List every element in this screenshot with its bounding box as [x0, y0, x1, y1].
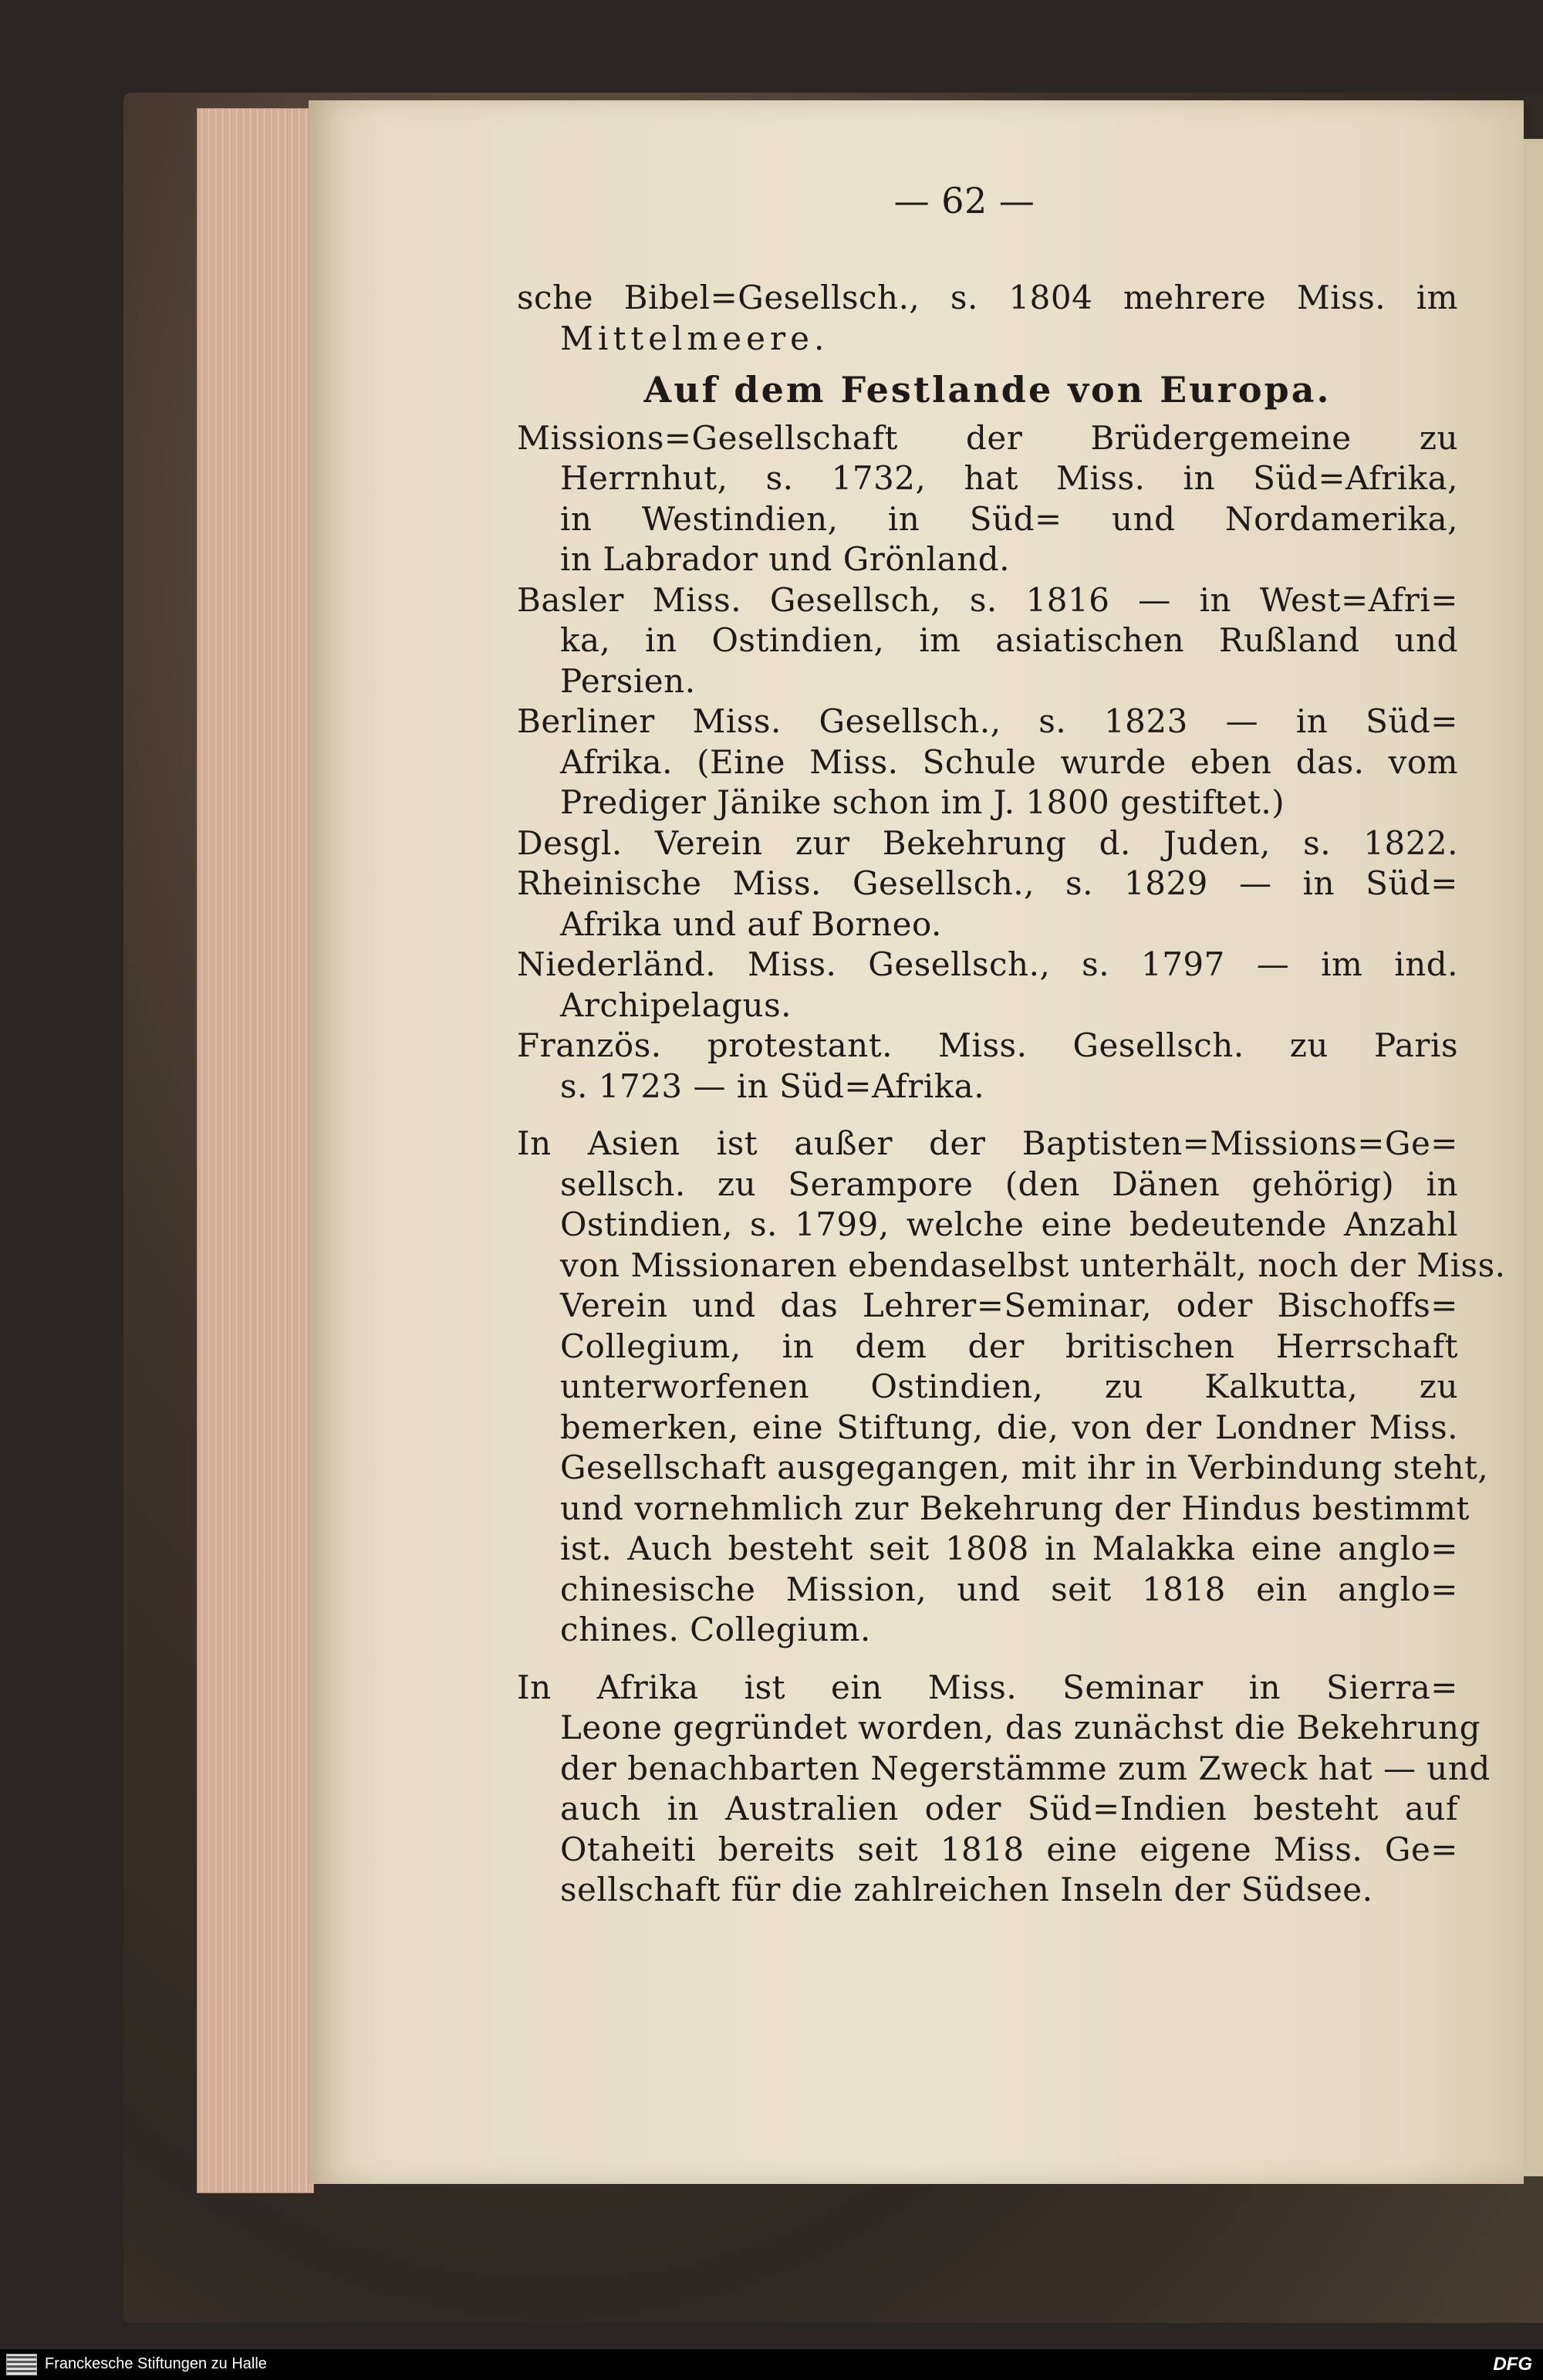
text-line: Rheinische Miss. Gesellsch., s. 1829 — in Süd= — [517, 864, 1458, 902]
text-line: Otaheiti bereits seit 1818 eine eigene Miss. Ge= — [560, 1830, 1458, 1868]
footer-bar — [0, 2349, 1543, 2380]
text-line: Persien. — [560, 661, 696, 700]
paragraph-gap — [517, 1107, 1458, 1124]
page-stack-edge — [197, 108, 314, 2193]
text-line: Verein und das Lehrer=Seminar, oder Bischoffs= — [560, 1286, 1458, 1324]
page-number: — 62 — — [893, 180, 1035, 221]
text-line: auch in Australien oder Süd=Indien besteht auf — [560, 1790, 1458, 1827]
dfg-logo: DFG — [1493, 2354, 1532, 2375]
paragraph-gap — [517, 1651, 1458, 1668]
text-line: Mittelmeere. — [560, 319, 829, 357]
text-line: von Missionaren ebendaselbst unterhält, noch der Miss. — [560, 1246, 1506, 1284]
institution-logo-icon — [6, 2354, 37, 2375]
text-line: chines. Collegium. — [560, 1611, 871, 1648]
text-line: Afrika. (Eine Miss. Schule wurde eben das. vom — [560, 742, 1458, 781]
text-line: sellschaft für die zahlreichen Inseln der Südsee. — [560, 1871, 1373, 1908]
text-line: chinesische Mission, und seit 1818 ein anglo= — [560, 1570, 1458, 1608]
text-line: der benachbarten Negerstämme zum Zweck hat — und — [560, 1749, 1491, 1787]
text-line: in Westindien, in Süd= und Nordamerika, — [560, 499, 1458, 538]
text-line: Berliner Miss. Gesellsch., s. 1823 — in Süd= — [517, 702, 1458, 740]
text-line: Collegium, in dem der britischen Herrschaft — [560, 1327, 1458, 1365]
text-line: Leone gegründet worden, das zunächst die Bekehrung — [560, 1709, 1481, 1746]
text-line: Desgl. Verein zur Bekehrung d. Juden, s. 1822. — [517, 823, 1458, 862]
text-line: In Afrika ist ein Miss. Seminar in Sierra= — [517, 1668, 1458, 1706]
text-line: sche Bibel=Gesellsch., s. 1804 mehrere Miss. im — [517, 279, 1458, 316]
institution-name: Franckesche Stiftungen zu Halle — [45, 2355, 267, 2372]
text-line: Missions=Gesellschaft der Brüdergemeine zu — [517, 418, 1458, 457]
text-line: und vornehmlich zur Bekehrung der Hindus bestimmt — [560, 1489, 1470, 1527]
text-line: in Labrador und Grönland. — [560, 540, 1010, 578]
text-line: s. 1723 — in Süd=Afrika. — [560, 1067, 985, 1105]
text-line: Basler Miss. Gesellsch, s. 1816 — in West=Afri= — [517, 580, 1458, 619]
text-line: Archipelagus. — [560, 985, 792, 1024]
text-line: ka, in Ostindien, im asiatischen Rußland und — [560, 621, 1458, 659]
text-line: Afrika und auf Borneo. — [560, 904, 942, 943]
text-line: Französ. protestant. Miss. Gesellsch. zu Paris — [517, 1026, 1458, 1064]
text-line: Ostindien, s. 1799, welche eine bedeutende Anzahl — [560, 1205, 1458, 1243]
text-line: Prediger Jänike schon im J. 1800 gestiftet.) — [560, 783, 1285, 821]
facing-page-edge — [1524, 139, 1543, 2176]
text-line: unterworfenen Ostindien, zu Kalkutta, zu — [560, 1367, 1458, 1405]
page-text — [517, 180, 1506, 1911]
text-line: Herrnhut, s. 1732, hat Miss. in Süd=Afrika, — [560, 459, 1458, 497]
text-line: bemerken, eine Stiftung, die, von der Londner Miss. — [560, 1408, 1458, 1446]
text-line: In Asien ist außer der Baptisten=Missions=Ge= — [517, 1124, 1458, 1162]
section-heading: Auf dem Festlande von Europa. — [643, 369, 1332, 411]
text-line: Niederländ. Miss. Gesellsch., s. 1797 — im ind. — [517, 945, 1458, 983]
text-line: ist. Auch besteht seit 1808 in Malakka eine anglo= — [560, 1530, 1458, 1567]
text-line: Gesellschaft ausgegangen, mit ihr in Verbindung steht, — [560, 1449, 1489, 1486]
text-line: sellsch. zu Serampore (den Dänen gehörig) in — [560, 1165, 1458, 1203]
